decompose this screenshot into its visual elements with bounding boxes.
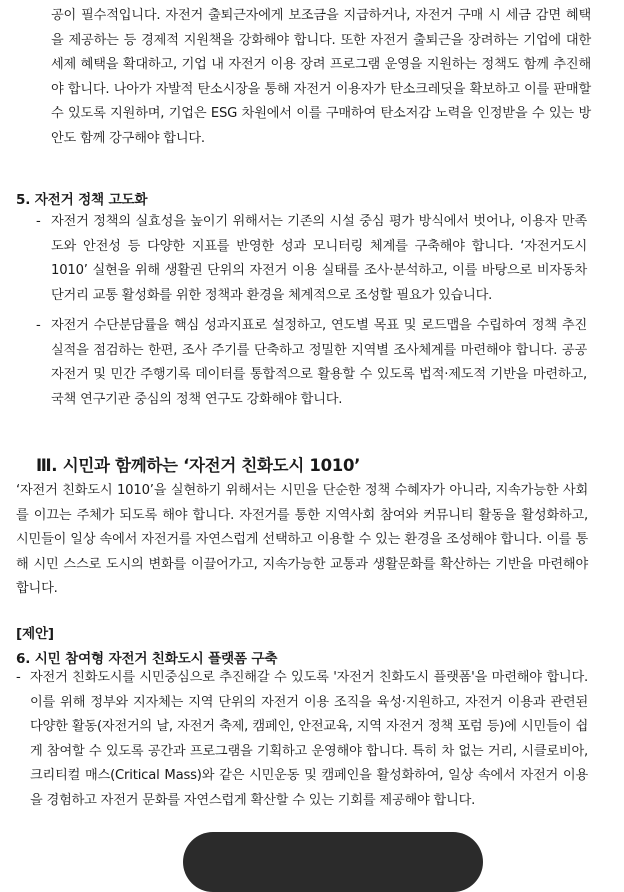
chapter-3-paragraph: ‘자전거 친화도시 1010’을 실현하기 위해서는 시민을 단순한 정책 수혜자가 아니라, 지속가능한 사회를 이끄는 주체가 되도록 해야 합니다. 자전거를 통한 지역사회 참여와 커뮤니티 활동을 활성화하고, 시민들이 일상 속에서 자전거를 자연스럽게 선택하고 이용할 수 있는 환경을 조성해야 합니다. 이를 통해 시민 스스로 도시의 변화를 이끌어가고, 지속가능한 교통과 생활문화를 확산하는 기반을 마련해야 합니다. xyxy=(16,483,588,597)
bullet-marker: - xyxy=(36,214,41,229)
bullet-marker: - xyxy=(36,318,41,333)
proposal-label: [제안] xyxy=(16,626,54,642)
section-6-bullet: 자전거 친화도시를 시민중심으로 추진해갈 수 있도록 '자전거 친화도시 플랫폼'을 마련해야 합니다. 이를 위해 정부와 지자체는 지역 단위의 자전거 이용 조직을 육성·지원하고, 자전거 이용과 관련된 다양한 활동(자전거의 날, 자전거 축제, 캠페인, 안전교육, 지역 자전거 정책 포럼 등)에 시민들이 쉽게 참여할 수 있도록 공간과 프로그램을 기획하고 운영해야 합니다. 특히 차 없는 거리, 시클로비아, 크리티컬 매스(Critical Mass)와 같은 시민운동 및 캠페인을 활성화하여, 일상 속에서 자전거 이용을 경험하고 자전거 문화를 자연스럽게 확산할 수 있는 기회를 제공해야 합니다. xyxy=(30,670,588,808)
chapter-3-title: Ⅲ. 시민과 함께하는 ‘자전거 친화도시 1010’ xyxy=(36,456,361,475)
section-6-title: 6. 시민 참여형 자전거 친화도시 플랫폼 구축 xyxy=(16,651,278,667)
bullet-marker: - xyxy=(16,670,21,685)
section-5-bullet-2: 자전거 수단분담률을 핵심 성과지표로 설정하고, 연도별 목표 및 로드맵을 수립하여 정책 추진 실적을 점검하는 한편, 조사 주기를 단축하고 정밀한 지역별 조사체계를 마련해야 합니다. 공공자전거 및 민간 주행기록 데이터를 통합적으로 활용할 수 있도록 법적·제도적 기반을 마련하고, 국책 연구기관 중심의 정책 연구도 강화해야 합니다. xyxy=(51,318,587,407)
section-5-title: 5. 자전거 정책 고도화 xyxy=(16,192,148,208)
section-5-bullet-1: 자전거 정책의 실효성을 높이기 위해서는 기존의 시설 중심 평가 방식에서 벗어나, 이용자 만족도와 안전성 등 다양한 지표를 반영한 성과 모니터링 체계를 구축해야 합니다. ‘자전거도시 1010’ 실현을 위해 생활권 단위의 자전거 이용 실태를 조사·분석하고, 이를 바탕으로 비자동차 단거리 교통 활성화를 위한 정책과 환경을 체계적으로 조성할 필요가 있습니다. xyxy=(51,214,587,303)
intro-paragraph: 공이 필수적입니다. 자전거 출퇴근자에게 보조금을 지급하거나, 자전거 구매 시 세금 감면 혜택을 제공하는 등 경제적 지원책을 강화해야 합니다. 또한 자전거 출퇴근을 장려하는 기업에 대한 세제 혜택을 확대하고, 기업 내 자전거 이용 장려 프로그램 운영을 지원하는 정책도 함께 추진해야 합니다. 나아가 자발적 탄소시장을 통해 자전거 이용자가 탄소크레딧을 확보하고 이를 판매할 수 있도록 지원하며, 기업은 ESG 차원에서 이를 구매하여 탄소저감 노력을 인정받을 수 있는 방안도 함께 강구해야 합니다. xyxy=(51,8,591,146)
floating-bar[interactable] xyxy=(183,832,483,892)
